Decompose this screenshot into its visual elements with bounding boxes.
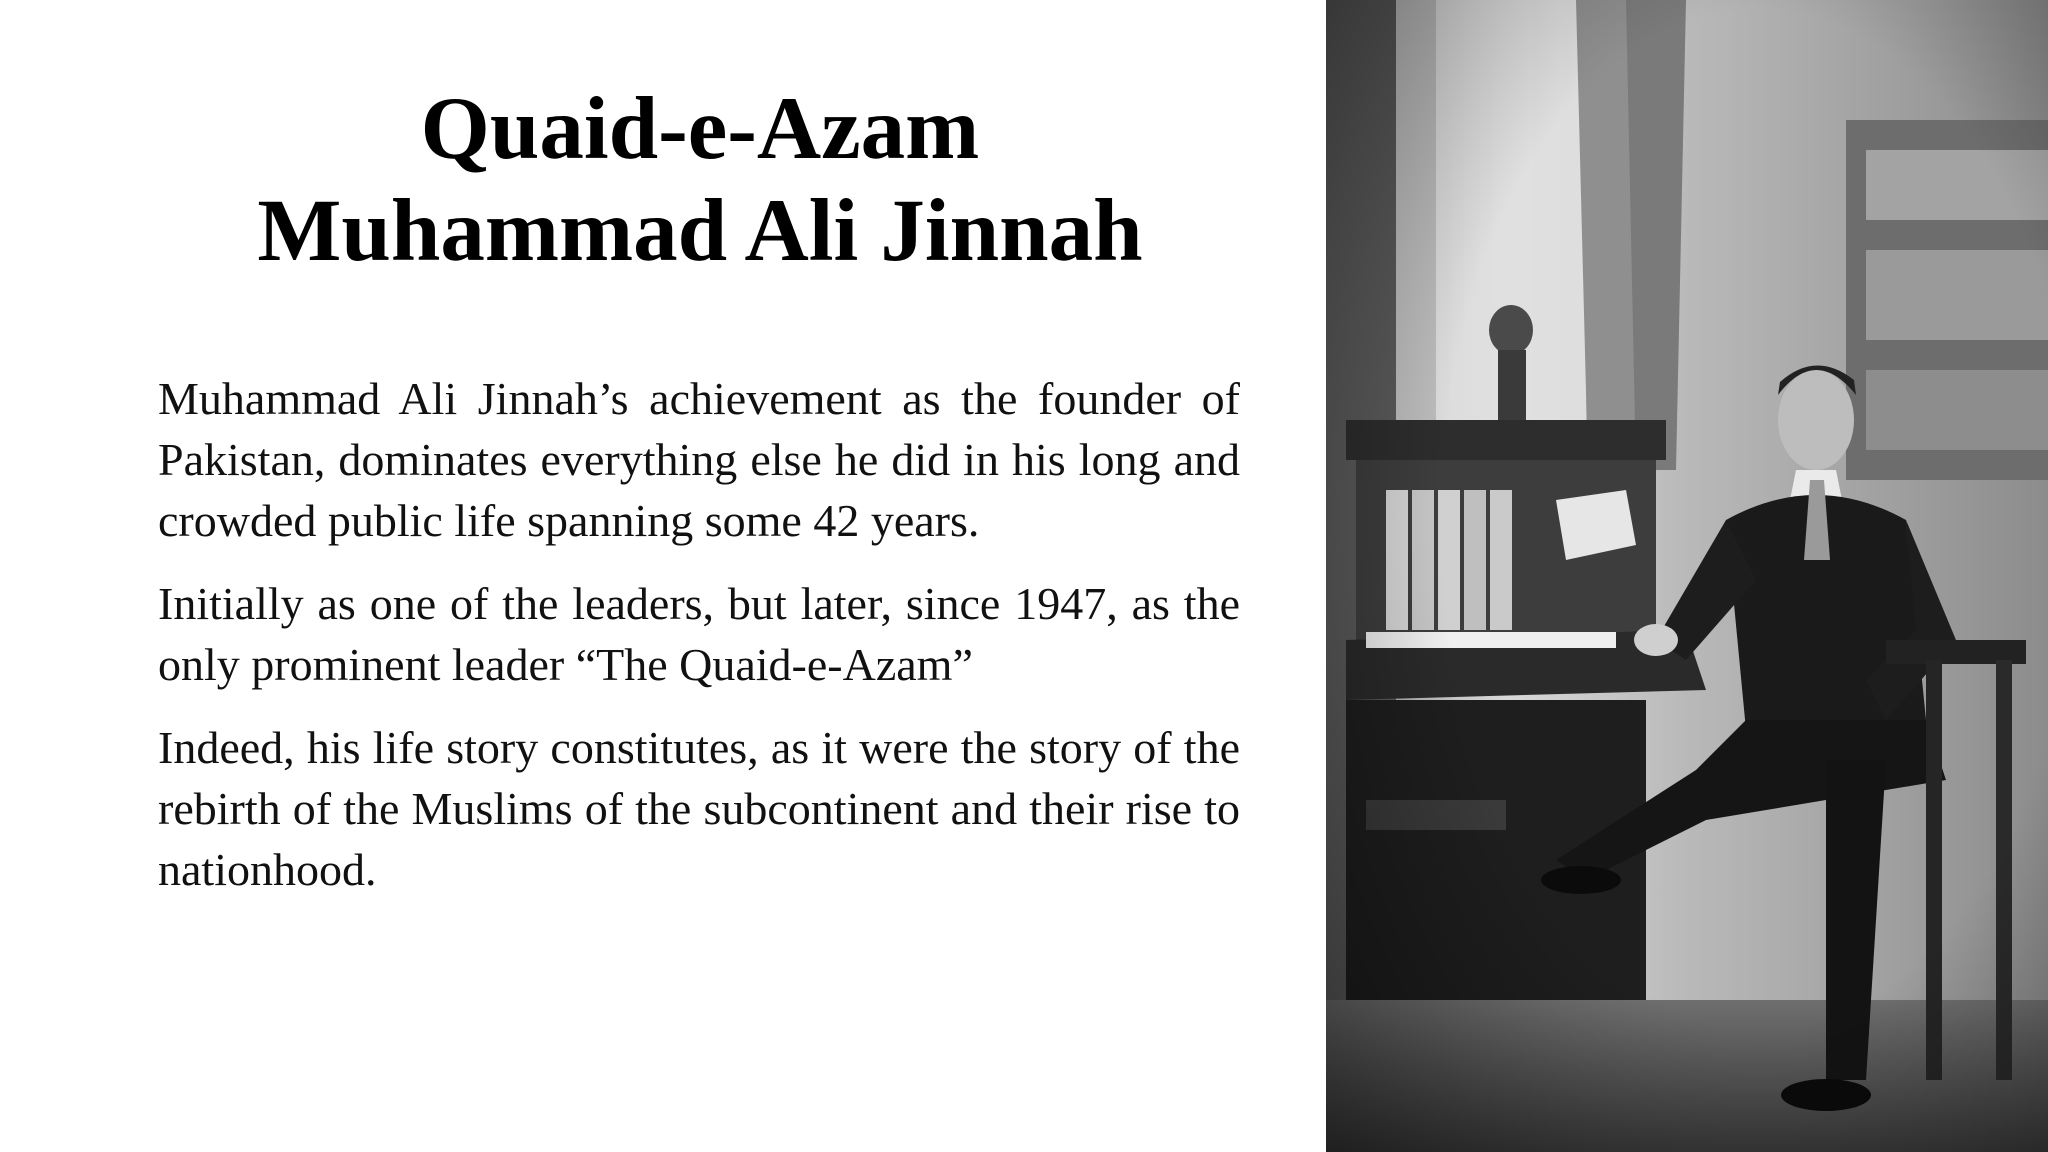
paragraph-2: Initially as one of the leaders, but later, since 1947, as the only prominent leader “The Quaid-e-Azam” xyxy=(158,578,1240,690)
paragraph-3: Indeed, his life story constitutes, as it were the story of the rebirth of the Muslims of the subcontinent and their rise to nationhood. xyxy=(158,722,1240,895)
title-line-1: Quaid-e-Azam xyxy=(420,80,980,178)
slide-body xyxy=(158,368,1240,922)
title-line-2: Muhammad Ali Jinnah xyxy=(257,182,1143,280)
paragraph-1: Muhammad Ali Jinnah’s achievement as the founder of Pakistan, dominates everything else he did in his long and crowded public life spanning some 42 years. xyxy=(158,373,1240,546)
portrait-photo xyxy=(1326,0,2048,1152)
slide-title xyxy=(60,78,1340,282)
portrait-image xyxy=(1326,0,2048,1152)
